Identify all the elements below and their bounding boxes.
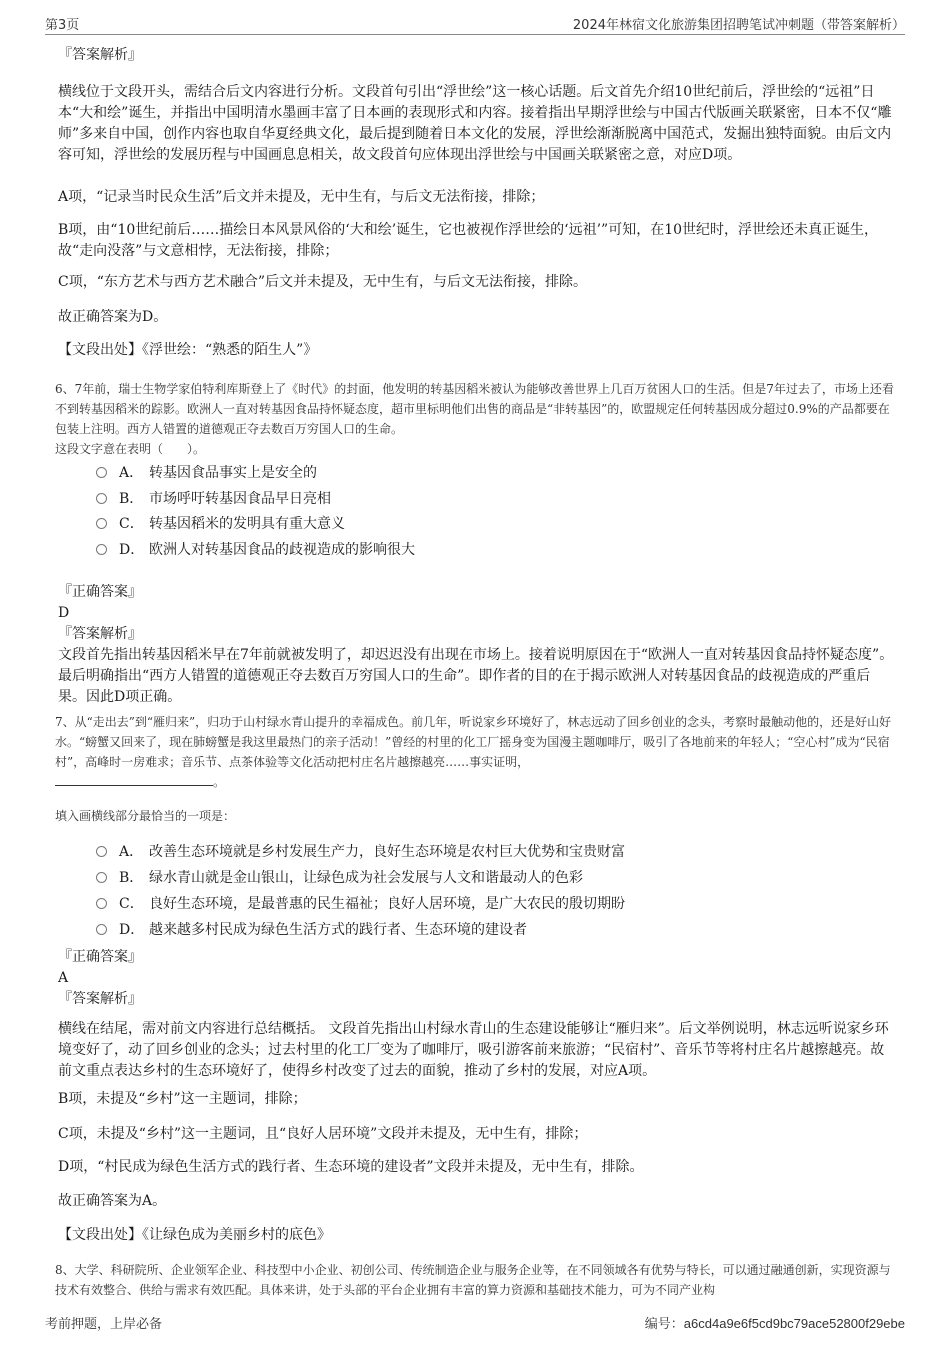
- q7-analysis-label: 『答案解析』: [58, 991, 142, 1007]
- q5-source-text: 【文段出处】《浮世绘：“熟悉的陌生人”》: [58, 342, 318, 358]
- q6-option-c[interactable]: [96, 514, 345, 534]
- option-letter: C．: [119, 896, 144, 912]
- q6-analysis-text: 文段首先指出转基因稻米早在7年前就被发明了，却迟迟没有出现在市场上。接着说明原因在于“欧洲人一直对转基因食品持怀疑态度”。最后明确指出“西方人错置的道德观正夺去数百万穷国人口的生命”。即作者的目的在于揭示欧洲人对转基因食品的歧视造成的严重后果。因此D项正确。: [58, 647, 894, 705]
- q5-analysis-label: 『答案解析』: [58, 47, 142, 63]
- q7-option-c-analysis: [58, 1124, 896, 1145]
- q7-answer: [58, 947, 896, 1010]
- radio-icon[interactable]: [96, 518, 107, 529]
- q8-stem: [55, 1260, 897, 1302]
- q5-a-text: A项，“记录当时民众生活”后文并未提及，无中生有，与后文无法衔接，排除；: [58, 189, 545, 205]
- q7-stem: [55, 712, 897, 792]
- q5-b-text: B项，由“10世纪前后……描绘日本风景风俗的‘大和绘’诞生，它也被视作浮世绘的‘远祖’”可知，在10世纪时，浮世绘还未真正诞生，故“走向没落”与文意相悖，无法衔接，排除；: [58, 222, 879, 259]
- answer-blank: [55, 773, 213, 786]
- q7-analysis-text: 横线在结尾，需对前文内容进行总结概括。 文段首先指出山村绿水青山的生态建设能够让“雁归来”。后文举例说明，林志远听说家乡环境变好了，动了回乡创业的念头；过去村里的化工厂变为了咖啡厅，吸引游客前来旅游；“民宿村”、音乐节等将村庄名片越擦越亮。故前文重点表达乡村的生态环境好了，使得乡村改变了过去的面貌，推动了乡村的发展，对应A项。: [58, 1021, 889, 1079]
- option-letter: B．: [119, 491, 144, 507]
- q5-option-c-analysis: [58, 272, 896, 293]
- page-header: [45, 14, 905, 35]
- q6-option-b[interactable]: [96, 489, 331, 509]
- option-letter: A．: [119, 844, 144, 860]
- radio-icon[interactable]: [96, 924, 107, 935]
- option-text: 良好生态环境，是最普惠的民生福祉；良好人居环境，是广大农民的殷切期盼: [149, 896, 625, 912]
- q6-option-d[interactable]: [96, 540, 415, 560]
- q5-analysis-text: 横线位于文段开头，需结合后文内容进行分析。文段首句引出“浮世绘”这一核心话题。后文首先介绍10世纪前后，浮世绘的“远祖”日本“大和绘”诞生，并指出中国明清水墨画丰富了日本画的表现形式和内容。接着指出早期浮世绘与中国古代版画关联紧密，日本不仅“雕师”多来自中国，创作内容也取自华夏经典文化，最后提到随着日本文化的发展，浮世绘渐渐脱离中国范式，发掘出独特面貌。由后文内容可知，浮世绘的发展历程与中国画息息相关，故文段首句应体现出浮世绘与中国画关联紧密之意，对应D项。: [58, 84, 892, 163]
- q5-conclusion: [58, 307, 896, 328]
- option-letter: D．: [119, 542, 145, 558]
- code-value: a6cd4a9e6f5cd9bc79ace52800f29ebe: [683, 1316, 905, 1331]
- option-letter: C．: [119, 516, 144, 532]
- q7-option-d-analysis: [58, 1157, 896, 1178]
- page-number: 第3页: [45, 18, 80, 33]
- q5-source: [58, 340, 896, 361]
- q5-conclusion-text: 故正确答案为D。: [58, 309, 168, 325]
- q7-option-b-analysis: [58, 1089, 896, 1110]
- q6-answer-value: D: [58, 605, 70, 621]
- q6-option-a[interactable]: [96, 463, 317, 483]
- code-label: 编号：: [644, 1317, 684, 1332]
- q5-option-b-analysis: [58, 220, 896, 262]
- option-text: 欧洲人对转基因食品的歧视造成的影响很大: [149, 542, 415, 558]
- footer-slogan: 考前押题，上岸必备: [45, 1317, 163, 1332]
- option-text: 越来越多村民成为绿色生活方式的践行者、生态环境的建设者: [149, 922, 527, 938]
- q5-analysis-label-block: [58, 45, 896, 66]
- option-text: 改善生态环境就是乡村发展生产力，良好生态环境是农村巨大优势和宝贵财富: [149, 844, 625, 860]
- q7-option-a[interactable]: [96, 842, 625, 862]
- q7-d-text: D项，“村民成为绿色生活方式的践行者、生态环境的建设者”文段并未提及，无中生有，排除。: [58, 1159, 644, 1175]
- q6-stem: [55, 379, 897, 459]
- document-code: [645, 1313, 905, 1332]
- q7-answer-label: 『正确答案』: [58, 949, 142, 965]
- option-text: 转基因食品事实上是安全的: [149, 465, 317, 481]
- q7-option-b[interactable]: [96, 868, 583, 888]
- document-title: 2024年林宿文化旅游集团招聘笔试冲刺题（带答案解析）: [572, 18, 905, 33]
- q6-answer-label: 『正确答案』: [58, 584, 142, 600]
- q6-prompt: 这段文字意在表明（ ）。: [55, 442, 206, 456]
- q7-answer-value: A: [58, 970, 69, 986]
- q7-c-text: C项，未提及“乡村”这一主题词，且“良好人居环境”文段并未提及，无中生有，排除；: [58, 1126, 588, 1142]
- q7-prompt-block: [55, 806, 897, 826]
- q6-stem-text: 6、7年前，瑞士生物学家伯特利库斯登上了《时代》的封面，他发明的转基因稻米被认为能够改善世界上几百万贫困人口的生活。但是7年过去了，市场上还看不到转基因稻米的踪影。欧洲人一直对转基因食品持怀疑态度，超市里标明他们出售的商品是“非转基因”的，欧盟规定任何转基因成分超过0.9%的产品都要在包装上注明。西方人错置的道德观正夺去数百万穷国人口的生命。: [55, 382, 894, 436]
- q5-c-text: C项，“东方艺术与西方艺术融合”后文并未提及，无中生有，与后文无法衔接，排除。: [58, 274, 588, 290]
- q7-conclusion-text: 故正确答案为A。: [58, 1193, 167, 1209]
- radio-icon[interactable]: [96, 846, 107, 857]
- option-letter: A．: [119, 465, 144, 481]
- q8-stem-text: 8、大学、科研院所、企业领军企业、科技型中小企业、初创公司、传统制造企业与服务企业等，在不同领域各有优势与特长，可以通过融通创新，实现资源与技术有效整合、供给与需求有效匹配。具体来讲，处于头部的平台企业拥有丰富的算力资源和基础技术能力，可为不同产业构: [55, 1263, 891, 1297]
- q7-source: [58, 1225, 896, 1246]
- option-text: 转基因稻米的发明具有重大意义: [149, 516, 345, 532]
- q7-option-d[interactable]: [96, 920, 527, 940]
- radio-icon[interactable]: [96, 493, 107, 504]
- radio-icon[interactable]: [96, 544, 107, 555]
- q7-blank-end: 。: [213, 775, 226, 789]
- radio-icon[interactable]: [96, 872, 107, 883]
- q7-prompt: 填入画横线部分最恰当的一项是：: [55, 809, 236, 823]
- q7-option-c[interactable]: [96, 894, 625, 914]
- q5-analysis-para: [58, 82, 896, 166]
- option-text: 绿水青山就是金山银山，让绿色成为社会发展与人文和谐最动人的色彩: [149, 870, 583, 886]
- q7-source-text: 【文段出处】《让绿色成为美丽乡村的底色》: [58, 1227, 331, 1243]
- option-letter: D．: [119, 922, 145, 938]
- option-text: 市场呼吁转基因食品早日亮相: [149, 491, 331, 507]
- q6-answer: [58, 582, 896, 708]
- page-footer: [45, 1313, 905, 1333]
- q6-analysis-label: 『答案解析』: [58, 626, 142, 642]
- radio-icon[interactable]: [96, 898, 107, 909]
- radio-icon[interactable]: [96, 467, 107, 478]
- q7-conclusion: [58, 1191, 896, 1212]
- q7-analysis-para: [58, 1019, 896, 1082]
- q5-option-a-analysis: [58, 187, 896, 208]
- q7-b-text: B项，未提及“乡村”这一主题词，排除；: [58, 1091, 307, 1107]
- option-letter: B．: [119, 870, 144, 886]
- q7-stem-text: 7、从“走出去”到“雁归来”，归功于山村绿水青山提升的幸福成色。前几年，听说家乡环境好了，林志远动了回乡创业的念头，考察时最触动他的，还是好山好水。“螃蟹又回来了，现在肺螃蟹是我这里最热门的亲子活动！”曾经的村里的化工厂摇身变为国漫主题咖啡厅，吸引了各地前来的年轻人；“空心村”成为“民宿村”，高峰时一房难求；音乐节、点茶体验等文化活动把村庄名片越擦越亮……事实证明，: [55, 715, 892, 769]
